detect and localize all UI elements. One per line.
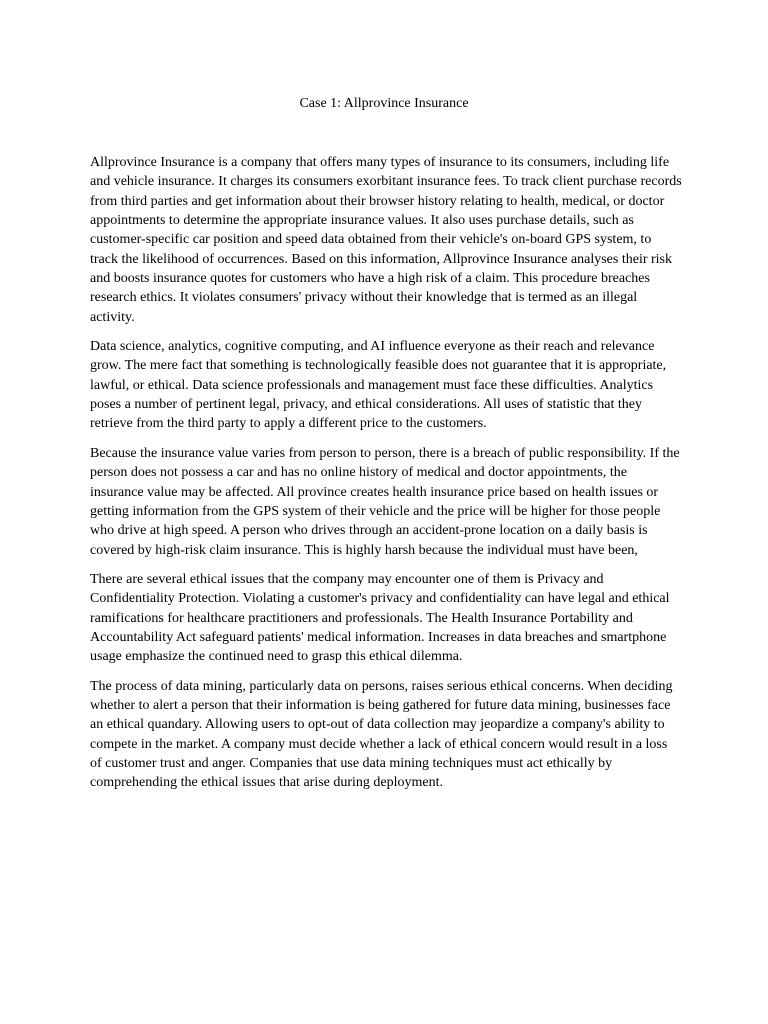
paragraph: Because the insurance value varies from person to person, there is a breach of public responsibility. If the person does not possess a car and has no online history of medical and doctor appointments, the insurance value may be affected. All province creates health insurance price based on health issues or getting information from the GPS system of their vehicle and the price will be higher for those people who drive at high speed. A person who drives through an accident-prone location on a daily basis is covered by high-risk claim insurance. This is highly harsh because the individual must have been,	[90, 445, 680, 558]
paragraph: There are several ethical issues that the company may encounter one of them is Privacy and Confidentiality Protection. Violating a customer's privacy and confidentiality can have legal and ethical ramifications for healthcare practitioners and professionals. The Health Insurance Portability and Accountability Act safeguard patients' medical information. Increases in data breaches and smartphone usage emphasize the continued need to grasp this ethical dilemma.	[90, 571, 670, 665]
paragraph: Data science, analytics, cognitive computing, and AI influence everyone as their reach and relevance grow. The mere fact that something is technologically feasible does not guarantee that it is appropriate, lawful, or ethical. Data science professionals and management must face these difficulties. Analytics poses a number of pertinent legal, privacy, and ethical considerations. All uses of statistic that they retrieve from the third party to apply a different price to the customers.	[90, 339, 667, 432]
paragraph: The process of data mining, particularly data on persons, raises serious ethical concerns. When deciding whether to alert a person that their information is being gathered for future data mining, businesses face an ethical quandary. Allowing users to opt-out of data collection may jeopardize a company's ability to compete in the market. A company must decide whether a lack of ethical concern would result in a loss of customer trust and anger. Companies that use data mining techniques must act ethically by comprehending the ethical issues that arise during deployment.	[90, 678, 673, 791]
paragraph: Allprovince Insurance is a company that offers many types of insurance to its consumers, including life and vehicle insurance. It charges its consumers exorbitant insurance fees. To track client purchase records from third parties and get information about their browser history relating to health, medical, or doctor appointments to determine the appropriate insurance values. It also uses purchase details, such as customer-specific car position and speed data obtained from their vehicle's on-board GPS system, to track the likelihood of occurrences. Based on this information, Allprovince Insurance analyses their risk and boosts insurance quotes for customers who have a high risk of a claim. This procedure breaches research ethics. It violates consumers' privacy without their knowledge that is termed as an illegal activity.	[90, 155, 682, 325]
document-title: Case 1: Allprovince Insurance	[299, 96, 469, 111]
document-body	[90, 153, 682, 803]
